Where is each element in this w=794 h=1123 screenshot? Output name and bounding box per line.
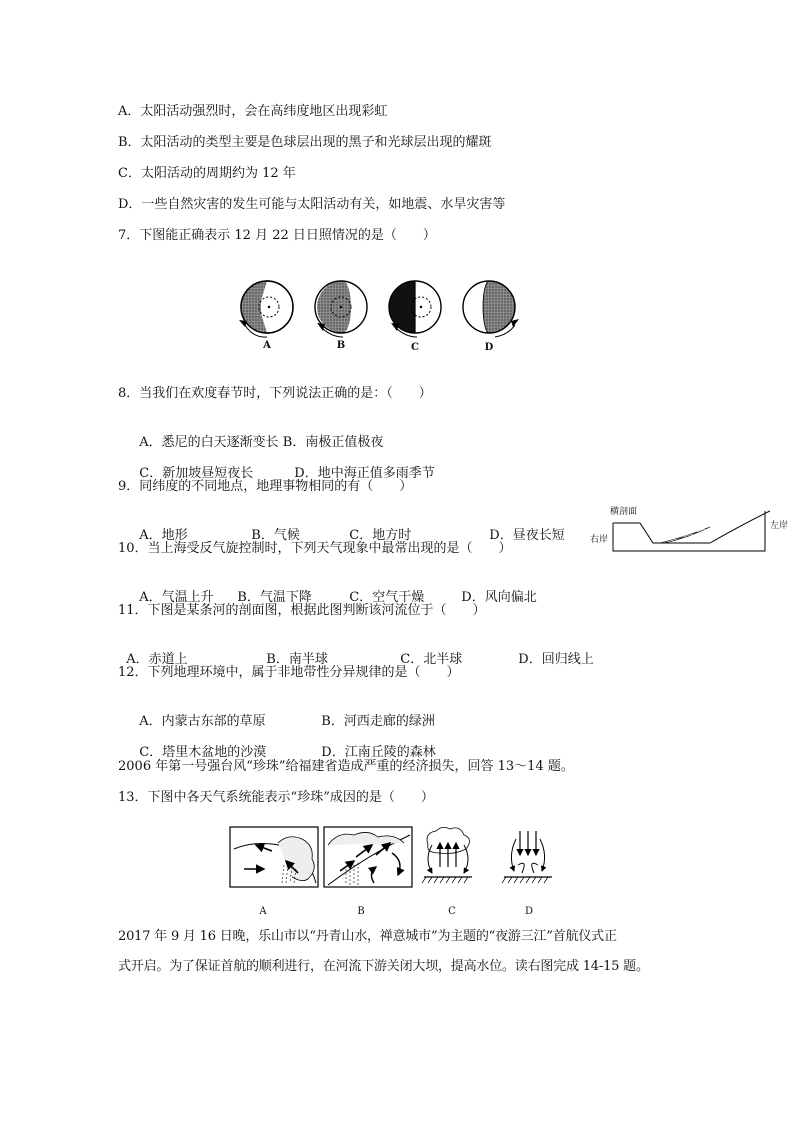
right-bank-label: 右岸 bbox=[590, 535, 609, 545]
q6-option-c: C．太阳活动的周期约为 12 年 bbox=[118, 166, 296, 181]
intro-14-15-line2: 式开启。为了保证首航的顺利进行，在河流下游关闭大坝，提高水位。读右图完成 14-15 题。 bbox=[118, 959, 649, 974]
left-bank-label: 左岸 bbox=[770, 521, 789, 531]
globe-a bbox=[239, 281, 293, 337]
q7-stem: 7．下图能正确表示 12 月 22 日日照情况的是（ ） bbox=[118, 228, 436, 243]
weather-systems-figure bbox=[228, 825, 568, 895]
globe-d bbox=[463, 281, 519, 337]
q13-label-c: C bbox=[448, 906, 456, 917]
q8-stem: 8．当我们在欢度春节时，下列说法正确的是：（ ） bbox=[118, 386, 432, 401]
weather-system-a bbox=[230, 827, 318, 887]
intro-14-15-line1: 2017 年 9 月 16 日晚，乐山市以“丹青山水，禅意城市”为主题的“夜游三江”首航仪式正 bbox=[118, 929, 617, 944]
globe-c bbox=[389, 281, 441, 337]
q12-option-d: D．江南丘陵的森林 bbox=[321, 745, 436, 760]
q7-label-a: A bbox=[263, 340, 271, 351]
intro-13-14: 2006 年第一号强台风“珍珠”给福建省造成严重的经济损失，回答 13～14 题。 bbox=[118, 759, 574, 774]
q13-label-a: A bbox=[259, 906, 267, 917]
globe-b bbox=[315, 281, 367, 337]
q10-option-c: C．空气干燥 bbox=[349, 590, 425, 605]
q12-option-b: B．河西走廊的绿洲 bbox=[321, 714, 435, 729]
q8-option-a: A．悉尼的白天逐渐变长 bbox=[139, 435, 279, 450]
q10-option-d: D．风向偏北 bbox=[461, 590, 537, 605]
q6-option-a: A．太阳活动强烈时，会在高纬度地区出现彩虹 bbox=[118, 104, 388, 119]
q11-option-b: B．南半球 bbox=[266, 652, 328, 667]
q8-option-c: C．新加坡昼短夜长 bbox=[139, 466, 254, 481]
q9-option-c: C．地方时 bbox=[349, 528, 412, 543]
q11-option-c: C．北半球 bbox=[400, 652, 463, 667]
q13-stem: 13．下图中各天气系统能表示“珍珠”成因的是（ ） bbox=[118, 790, 434, 805]
q12-stem: 12．下列地理环境中，属于非地带性分异规律的是（ ） bbox=[118, 665, 460, 680]
q12-option-a: A．内蒙古东部的草原 bbox=[139, 714, 266, 729]
q10-option-a: A．气温上升 bbox=[139, 590, 214, 605]
q8-option-b: B．南极正值极夜 bbox=[282, 435, 384, 450]
q7-label-d: D bbox=[484, 342, 494, 353]
weather-system-b bbox=[324, 827, 412, 887]
q6-option-d: D．一些自然灾害的发生可能与太阳活动有关，如地震、水旱灾害等 bbox=[118, 197, 506, 212]
q13-label-b: B bbox=[357, 906, 365, 917]
q10-stem: 10．当上海受反气旋控制时，下列天气现象中最常出现的是（ ） bbox=[118, 541, 512, 556]
q9-option-a: A．地形 bbox=[139, 528, 188, 543]
q13-label-d: D bbox=[524, 906, 534, 917]
q11-option-a: A．赤道上 bbox=[126, 652, 188, 667]
q7-label-c: C bbox=[411, 342, 419, 353]
cross-section-title: 横剖面 bbox=[610, 507, 638, 517]
q6-option-b: B．太阳活动的类型主要是色球层出现的黑子和光球层出现的耀斑 bbox=[118, 135, 492, 150]
q9-stem: 9．同纬度的不同地点，地理事物相同的有（ ） bbox=[118, 479, 413, 494]
q12-option-c: C．塔里木盆地的沙漠 bbox=[139, 745, 267, 760]
q11-stem: 11．下图是某条河的剖面图，根据此图判断该河流位于（ ） bbox=[118, 603, 486, 618]
weather-system-c bbox=[422, 827, 472, 883]
q10-option-b: B．气温下降 bbox=[237, 590, 312, 605]
weather-system-d bbox=[502, 831, 552, 883]
q12-options-row2 bbox=[131, 726, 436, 762]
q11-option-d: D．回归线上 bbox=[518, 652, 594, 667]
q9-option-d: D．昼夜长短 bbox=[489, 528, 565, 543]
q9-option-b: B．气候 bbox=[251, 528, 300, 543]
q7-label-b: B bbox=[336, 340, 346, 351]
q8-option-d: D．地中海正值多雨季节 bbox=[294, 466, 435, 481]
